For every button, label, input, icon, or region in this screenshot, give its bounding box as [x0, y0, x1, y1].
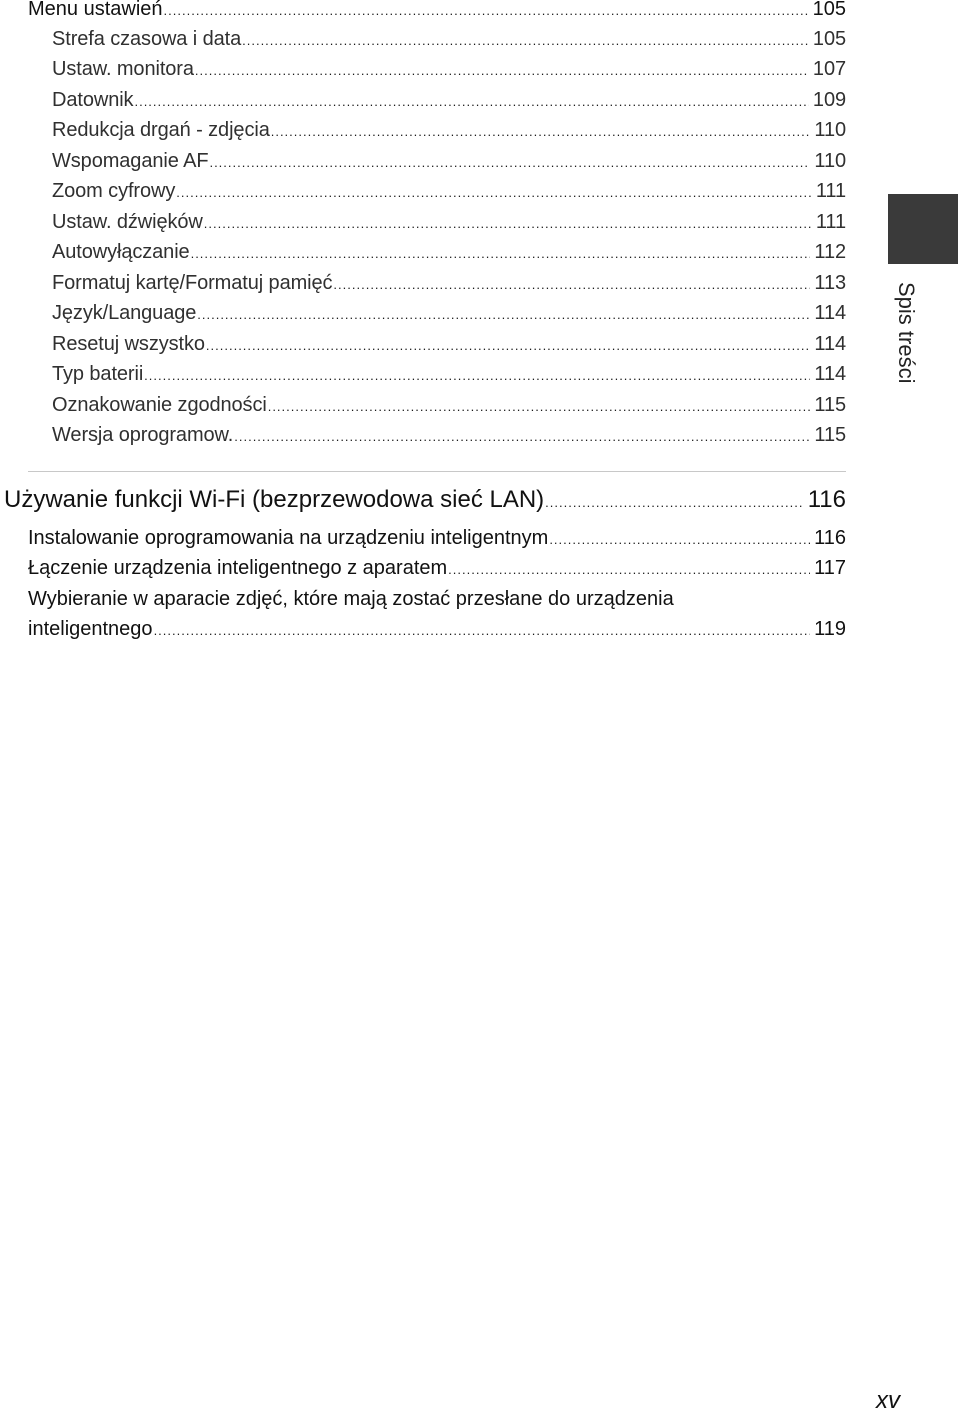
toc-item-wrapped-first-line[interactable]: Wybieranie w aparacie zdjęć, które mają zostać przesłane do urządzenia [28, 588, 674, 610]
toc-page-number: 115 [814, 424, 846, 446]
toc-page-number: 107 [812, 58, 846, 80]
toc-item-label: Typ baterii [52, 363, 144, 385]
leader-dots [271, 124, 811, 139]
leader-dots [206, 338, 811, 353]
toc-item[interactable] [52, 333, 846, 356]
toc-item[interactable] [52, 302, 846, 325]
leader-dots [195, 63, 809, 78]
toc-item-label: Strefa czasowa i data [52, 28, 242, 50]
toc-page-number: 105 [812, 28, 846, 50]
toc-item-label: Wersja oprogramow. [52, 424, 234, 446]
toc-item-label: inteligentnego [28, 618, 153, 640]
toc-item-label: Zoom cyfrowy [52, 180, 176, 202]
leader-dots [154, 623, 811, 638]
toc-item-label: Wspomaganie AF [52, 150, 209, 172]
toc-item[interactable] [52, 58, 846, 81]
leader-dots [191, 246, 811, 261]
toc-item[interactable] [52, 28, 846, 51]
toc-page-number: 119 [814, 618, 846, 640]
section-divider [28, 471, 846, 472]
toc-item-label: Autowyłączanie [52, 241, 190, 263]
toc-item-label: Ustaw. dźwięków [52, 211, 203, 233]
toc-item[interactable] [52, 89, 846, 112]
leader-dots [333, 277, 810, 292]
toc-page-number: 110 [814, 150, 846, 172]
toc-item-label: Instalowanie oprogramowania na urządzeniu inteligentnym [28, 527, 549, 549]
toc-item[interactable] [52, 241, 846, 264]
toc-item[interactable] [52, 272, 846, 295]
leader-dots [242, 33, 809, 48]
chapter-tab-marker [888, 194, 958, 264]
page-number: xv [876, 1387, 900, 1414]
leader-dots [144, 368, 810, 383]
toc-item-label: Resetuj wszystko [52, 333, 205, 355]
toc-item[interactable] [52, 119, 846, 142]
toc-page-number: 111 [815, 180, 846, 202]
toc-page-number: 110 [814, 119, 846, 141]
toc-page-number: 112 [814, 241, 846, 263]
leader-dots [549, 532, 810, 547]
toc-section-settings[interactable] [28, 0, 846, 21]
toc-page-number: 116 [814, 527, 846, 549]
toc-page-number: 114 [814, 302, 846, 324]
toc-item-label: Datownik [52, 89, 134, 111]
leader-dots [545, 495, 804, 510]
toc-item[interactable] [52, 424, 846, 447]
toc-page-number: 105 [812, 0, 846, 20]
toc-item-label: Oznakowanie zgodności [52, 394, 267, 416]
toc-page-number: 116 [807, 486, 846, 513]
toc-item[interactable] [52, 394, 846, 417]
toc-item-label: Redukcja drgań - zdjęcia [52, 119, 270, 141]
toc-item-label: Formatuj kartę/Formatuj pamięć [52, 272, 333, 294]
leader-dots [268, 399, 811, 414]
toc-page-number: 117 [814, 557, 846, 579]
toc-section-wifi[interactable] [4, 486, 846, 514]
toc-item-label: Łączenie urządzenia inteligentnego z aparatem [28, 557, 448, 579]
leader-dots [197, 307, 810, 322]
toc-page-number: 111 [815, 211, 846, 233]
leader-dots [204, 216, 812, 231]
toc-item-label: Ustaw. monitora [52, 58, 194, 80]
toc-page-number: 113 [814, 272, 846, 294]
toc-page-number: 109 [812, 89, 846, 111]
toc-item[interactable] [52, 180, 846, 203]
leader-dots [209, 155, 810, 170]
toc-item[interactable] [28, 527, 846, 550]
toc-item[interactable] [28, 618, 846, 641]
leader-dots [176, 185, 812, 200]
toc-page-number: 114 [814, 333, 846, 355]
leader-dots [234, 429, 810, 444]
toc-item[interactable] [28, 557, 846, 580]
toc-page-number: 115 [814, 394, 846, 416]
leader-dots [164, 3, 809, 18]
toc-page-number: 114 [814, 363, 846, 385]
toc-item-label: Język/Language [52, 302, 197, 324]
toc-section-title: Używanie funkcji Wi-Fi (bezprzewodowa sieć LAN) [4, 486, 545, 513]
toc-item[interactable] [52, 211, 846, 234]
toc-item[interactable] [52, 150, 846, 173]
leader-dots [134, 94, 808, 109]
toc-section-title: Menu ustawień [28, 0, 163, 20]
leader-dots [448, 562, 810, 577]
toc-item[interactable] [52, 363, 846, 386]
chapter-tab-label: Spis treści [894, 282, 919, 384]
